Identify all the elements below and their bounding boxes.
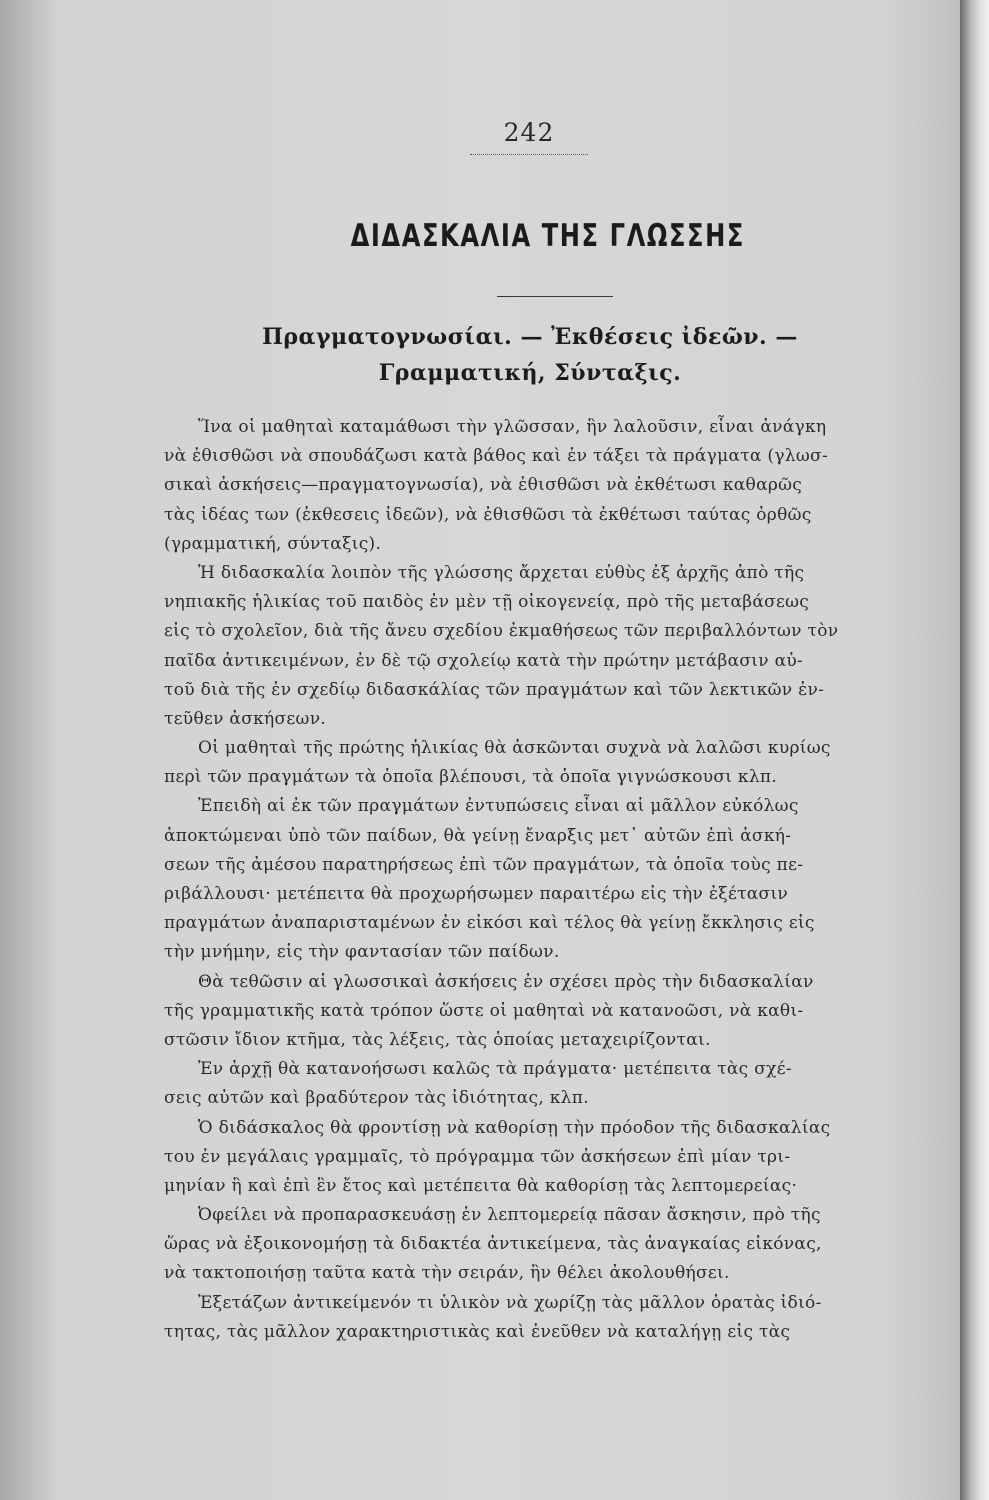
text-line: τὴν μνήμην, εἰς τὴν φαντασίαν τῶν παίδων. [164, 942, 560, 963]
text-line: Ὁ διδάσκαλος θὰ φροντίσῃ νὰ καθορίσῃ τὴν πρόοδον τῆς διδασκαλίας [198, 1117, 831, 1138]
text-line: Ἐν ἀρχῇ θὰ κατανοήσωσι καλῶς τὰ πράγματα· μετέπειτα τὰς σχέ- [198, 1059, 792, 1080]
section-subtitle-line-2: Γραμματική, Σύνταξις. [378, 360, 682, 386]
chapter-title: ΔΙΔΑΣΚΑΛΙΑ ΤΗΣ ΓΛΩΣΣΗΣ [350, 218, 745, 254]
text-line: ὥρας νὰ ἐξοικονομήσῃ τὰ διδακτέα ἀντικείμενα, τὰς ἀναγκαίας εἰκόνας, [164, 1234, 822, 1255]
text-line: σεων τῆς ἀμέσου παρατηρήσεως ἐπὶ τῶν πραγμάτων, τὰ ὁποῖα τοὺς πε- [164, 854, 804, 875]
text-line: εἰς τὸ σχολεῖον, διὰ τῆς ἄνευ σχεδίου ἐκμαθήσεως τῶν περιβαλλόντων τὸν [164, 621, 839, 642]
page-edge [960, 0, 989, 1500]
text-line: του ἐν μεγάλαις γραμμαῖς, τὸ πρόγραμμα τῶν ἀσκήσεων ἐπὶ μίαν τρι- [164, 1146, 791, 1167]
text-line: μηνίαν ἢ καὶ ἐπὶ ἓν ἔτος καὶ μετέπειτα θὰ καθορίσῃ τὰς λεπτομερείας· [164, 1175, 798, 1196]
text-line: παῖδα ἀντικειμένων, ἐν δὲ τῷ σχολείῳ κατὰ τὴν πρώτην μετάβασιν αὐ- [164, 650, 804, 671]
body-text [164, 413, 870, 1347]
text-line: Ἡ διδασκαλία λοιπὸν τῆς γλώσσης ἄρχεται εὐθὺς ἐξ ἀρχῆς ἀπὸ τῆς [198, 562, 805, 583]
text-line: ἀποκτώμεναι ὑπὸ τῶν παίδων, θὰ γείνῃ ἔναρξις μετ᾽ αὐτῶν ἐπὶ ἀσκή- [164, 825, 792, 846]
text-line: πραγμάτων ἀναπαρισταμένων ἐν εἰκόσι καὶ τέλος θὰ γείνῃ ἔκκλησις εἰς [164, 913, 815, 934]
text-line: Θὰ τεθῶσιν αἱ γλωσσικαὶ ἀσκήσεις ἐν σχέσει πρὸς τὴν διδασκαλίαν [198, 971, 814, 992]
text-line: Οἱ μαθηταὶ τῆς πρώτης ἡλικίας θὰ ἀσκῶνται συχνὰ νὰ λαλῶσι κυρίως [198, 738, 831, 759]
text-line: Ἵνα οἱ μαθηταὶ καταμάθωσι τὴν γλῶσσαν, ἣν λαλοῦσιν, εἶναι ἀνάγκη [198, 417, 827, 437]
text-line: περὶ τῶν πραγμάτων τὰ ὁποῖα βλέπουσι, τὰ ὁποῖα γιγνώσκουσι κλπ. [164, 767, 778, 788]
text-line: νὰ τακτοποιήσῃ ταῦτα κατὰ τὴν σειράν, ἣν θέλει ἀκολουθήσει. [164, 1263, 730, 1284]
text-line: νὰ ἐθισθῶσι νὰ σπουδάζωσι κατὰ βάθος καὶ ἐν τάξει τὰ πράγματα (γλωσ- [164, 446, 828, 467]
text-line: νηπιακῆς ἡλικίας τοῦ παιδὸς ἐν μὲν τῇ οἰκογενείᾳ, πρὸ τῆς μεταβάσεως [164, 592, 810, 613]
text-line: Ἐξετάζων ἀντικείμενόν τι ὑλικὸν νὰ χωρίζῃ τὰς μᾶλλον ὁρατὰς ἰδιό- [198, 1292, 822, 1313]
text-line: τοῦ διὰ τῆς ἐν σχεδίῳ διδασκάλίας τῶν πραγμάτων καὶ τῶν λεκτικῶν ἐν- [164, 679, 825, 700]
text-line: στῶσιν ἴδιον κτῆμα, τὰς λέξεις, τὰς ὁποίας μεταχειρίζονται. [164, 1029, 711, 1050]
text-line: σεις αὐτῶν καὶ βραδύτερον τὰς ἰδιότητας, κλπ. [164, 1088, 589, 1109]
page-number: 242 [503, 118, 555, 147]
page-number-rule [470, 154, 588, 155]
text-line: τητας, τὰς μᾶλλον χαρακτηριστικὰς καὶ ἐνεῦθεν νὰ καταλήγῃ εἰς τὰς [164, 1321, 791, 1342]
text-line: ριβάλλουσι· μετέπειτα θὰ προχωρήσωμεν παραιτέρω εἰς τὴν ἐξέτασιν [164, 884, 789, 904]
text-line: τῆς γραμματικῆς κατὰ τρόπον ὥστε οἱ μαθηταὶ νὰ κατανοῶσι, νὰ καθι- [164, 1000, 804, 1021]
section-subtitle-line-1: Πραγματογνωσίαι. — Ἐκθέσεις ἰδεῶν. — [262, 324, 798, 350]
text-line: (γραμματική, σύνταξις). [164, 533, 382, 554]
text-line: Ἐπειδὴ αἱ ἐκ τῶν πραγμάτων ἐντυπώσεις εἶναι αἱ μᾶλλον εὐκόλως [198, 796, 799, 817]
text-line: τεῦθεν ἀσκήσεων. [164, 708, 327, 729]
title-divider [497, 296, 613, 297]
text-line: σικαὶ ἀσκήσεις—πραγματογνωσία), νὰ ἐθισθῶσι νὰ ἐκθέτωσι καθαρῶς [164, 475, 803, 496]
text-line: τὰς ἰδέας των (ἐκθεσεις ἰδεῶν), νὰ ἐθισθῶσι τὰ ἐκθέτωσι ταύτας ὀρθῶς [164, 504, 812, 525]
text-line: Ὀφείλει νὰ προπαρασκευάσῃ ἐν λεπτομερείᾳ πᾶσαν ἄσκησιν, πρὸ τῆς [198, 1205, 821, 1226]
